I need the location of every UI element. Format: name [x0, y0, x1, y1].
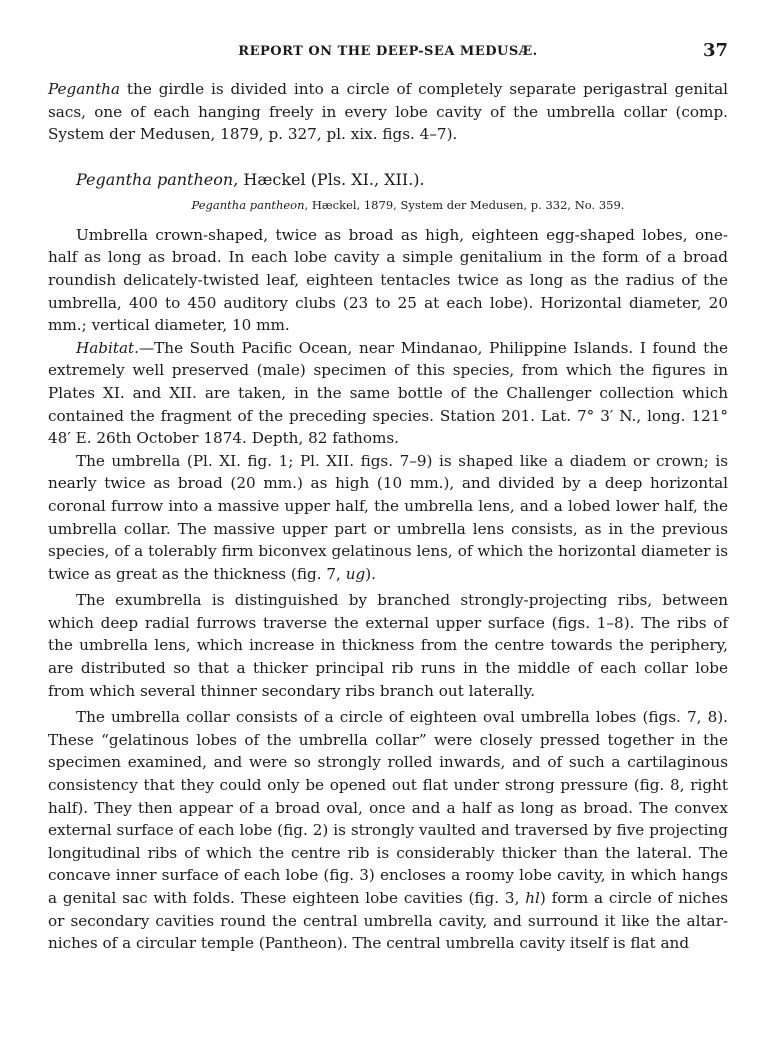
intro-paragraph [48, 78, 728, 146]
species-name: Pegantha pantheon, [76, 169, 239, 189]
document-page [48, 40, 728, 955]
exumbrella-paragraph: The exumbrella is distinguished by branched strongly-projecting ribs, between which deep radial furrows traverse the external upper surface (figs. 1–8). The ribs of the umbrella lens, which increase in thickness from the centre towards the periphery, are distributed so that a thicker principal rib runs in the middle of each collar lobe from which several thinner secondary ribs branch out laterally. [48, 591, 728, 700]
genus-name: Pegantha [48, 80, 121, 98]
habitat-label: Habitat. [76, 338, 139, 357]
running-title: REPORT ON THE DEEP-SEA MEDUSÆ. [238, 44, 538, 59]
running-head [48, 40, 728, 64]
habitat-paragraph [48, 337, 728, 450]
species-plates: Hæckel (Pls. XI., XII.). [238, 169, 425, 189]
species-heading [48, 168, 728, 192]
umbrella-text-end: ). [365, 564, 376, 583]
species-reference [48, 196, 728, 214]
umbrella-paragraph [48, 450, 728, 586]
collar-text-end: ) form a circle of niches or secondary cavities round the central umbrella cavity, and surround it like the altar-niches of a circular temple (Pantheon). The central umbrella cavity itself is flat and [48, 889, 728, 953]
description-paragraph: Umbrella crown-shaped, twice as broad as high, eighteen egg-shaped lobes, one-half as long as broad. In each lobe cavity a simple genitalium in the form of a broad roundish delicately-twisted leaf, eighteen tentacles twice as long as the radius of the umbrella, 400 to 450 auditory clubs (23 to 25 at each lobe). Horizontal diameter, 20 mm.; vertical diameter, 10 mm. [48, 225, 728, 335]
habitat-text: —The South Pacific Ocean, near Mindanao, Philippine Islands. I found the extremely well preserved (male) specimen of this species, from which the figures in Plates XI. and XII. are taken, in the same bottle of the Challenger collection which contained the fragment of the preceding species. Station 201. Lat. 7° 3′ N., long. 121° 48′ E. 26th October 1874. Depth, 82 fathoms. [48, 338, 728, 448]
collar-paragraph [48, 706, 728, 955]
collar-text: The umbrella collar consists of a circle of eighteen oval umbrella lobes (figs. 7, 8). These “gelatinous lobes of the umbrella collar” were closely pressed together in the specimen examined, and were so strongly rolled inwards, and of such a cartilaginous consistency that they could only be opened out flat under strong pressure (fig. 8, right half). They then appear of a broad oval, once and a half as long as broad. The convex external surface of each lobe (fig. 2) is strongly vaulted and traversed by five projecting longitudinal ribs of which the centre rib is considerably thicker than the lateral. The concave inner surface of each lobe (fig. 3) encloses a roomy lobe cavity, in which hangs a genital sac with folds. These eighteen lobe cavities (fig. 3, [48, 708, 728, 907]
intro-text: the girdle is divided into a circle of completely separate perigastral genital sacs, one of each hanging freely in every lobe cavity of the umbrella collar (comp. System der Medusen, 1879, p. 327, pl. xix. figs. 4–7). [48, 80, 728, 144]
umbrella-ref-ug: ug [345, 564, 366, 583]
collar-ref-hl: hl [525, 889, 540, 907]
reference-name: Pegantha pantheon, [191, 197, 309, 212]
reference-citation: Hæckel, 1879, System der Medusen, p. 332, No. 359. [308, 197, 625, 212]
umbrella-text: The umbrella (Pl. XI. fig. 1; Pl. XII. figs. 7–9) is shaped like a diadem or crown; is nearly twice as broad (20 mm.) as high (10 mm.), and divided by a deep horizontal coronal furrow into a massive upper half, the umbrella lens, and a lobed lower half, the umbrella collar. The massive upper part or umbrella lens consists, as in the previous species, of a tolerably firm biconvex gelatinous lens, of which the horizontal diameter is twice as great as the thickness (fig. 7, [48, 451, 728, 583]
page-number: 37 [702, 40, 728, 61]
